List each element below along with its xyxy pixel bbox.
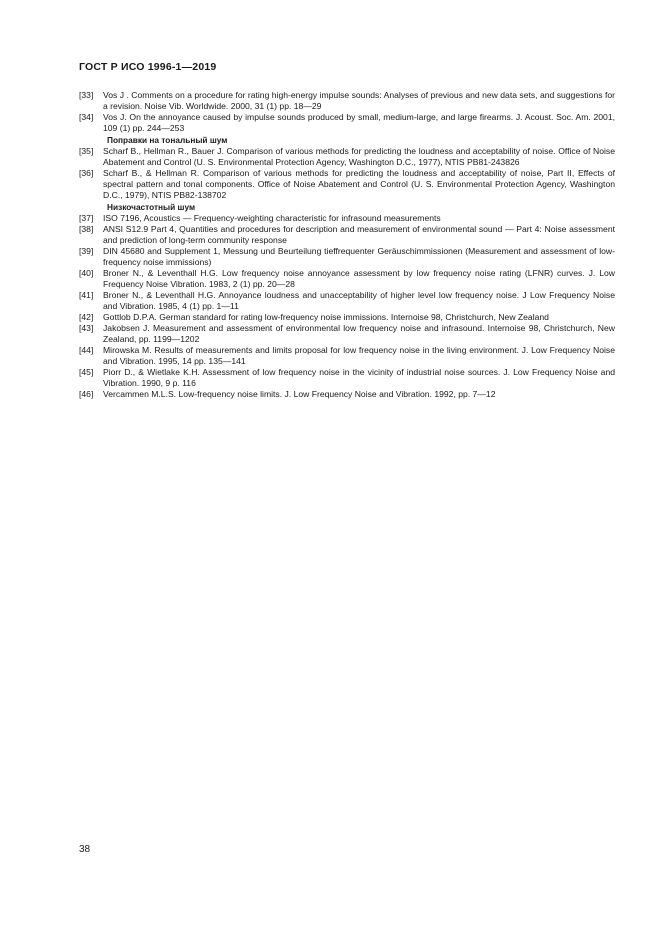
reference-number: [33] bbox=[79, 90, 94, 100]
reference-entry bbox=[79, 268, 615, 290]
reference-entry bbox=[79, 312, 615, 323]
reference-text: Broner N., & Leventhall H.G. Annoyance loudness and unacceptability of higher level low frequency noise. J Low Frequency Noise and Vibration. 1985, 4 (1) pp. 1—11 bbox=[103, 290, 615, 311]
reference-text: Vos J. On the annoyance caused by impulse sounds produced by small, medium-large, and large firearms. J. Acoust. Soc. Am. 2001, 109 (1) pp. 244—253 bbox=[103, 112, 615, 133]
reference-text: Mirowska M. Results of measurements and limits proposal for low frequency noise in the living environment. J. Low Frequency Noise and Vibration. 1995, 14 pp. 135—141 bbox=[103, 345, 615, 366]
reference-group bbox=[79, 202, 615, 400]
document-header: ГОСТ Р ИСО 1996-1—2019 bbox=[79, 61, 217, 73]
page-number: 38 bbox=[79, 844, 91, 855]
reference-entry bbox=[79, 213, 615, 224]
reference-text: Gottlob D.P.A. German standard for rating low-frequency noise immissions. Internoise 98, Christchurch, New Zealand bbox=[103, 312, 549, 322]
reference-entry bbox=[79, 367, 615, 389]
reference-number: [40] bbox=[79, 268, 94, 278]
reference-text: ISO 7196, Acoustics — Frequency-weighting characteristic for infrasound measurements bbox=[103, 213, 441, 223]
reference-number: [39] bbox=[79, 246, 94, 256]
reference-number: [37] bbox=[79, 213, 94, 223]
reference-number: [38] bbox=[79, 224, 94, 234]
reference-entry bbox=[79, 345, 615, 367]
reference-entry bbox=[79, 389, 615, 400]
reference-text: DIN 45680 and Supplement 1, Messung und Beurteilung tieffrequenter Geräuschimmissionen (Measurement and assessment of low-frequency noise immissions) bbox=[103, 246, 615, 267]
reference-number: [36] bbox=[79, 168, 94, 178]
reference-text: Vercammen M.L.S. Low-frequency noise limits. J. Low Frequency Noise and Vibration. 1992, pp. 7—12 bbox=[103, 389, 496, 399]
reference-entry bbox=[79, 246, 615, 268]
reference-text: Scharf B., & Hellman R. Comparison of various methods for predicting the loudness and acceptability of noise, Part II, Effects of spectral pattern and tonal components. Office of Noise Abatement and Control (U. S. Environmental Protection Agency, Washington D.C., 1979), NTIS PB82-138702 bbox=[103, 168, 615, 200]
reference-group bbox=[79, 90, 615, 134]
reference-text: Scharf B., Hellman R., Bauer J. Comparison of various methods for predicting the loudness and acceptability of noise. Office of Noise Abatement and Control (U. S. Environmental Protection Agency, Washington D.C., 1977), NTIS PB81-243826 bbox=[103, 146, 615, 167]
reference-text: Broner N., & Leventhall H.G. Low frequency noise annoyance assessment by low frequency noise rating (LFNR) curves. J. Low Frequency Noise Vibration. 1983, 2 (1) pp. 20—28 bbox=[103, 268, 615, 289]
section-heading: Низкочастотный шум bbox=[107, 202, 196, 212]
reference-group bbox=[79, 135, 615, 201]
reference-entry bbox=[79, 112, 615, 134]
reference-number: [41] bbox=[79, 290, 94, 300]
reference-entry bbox=[79, 90, 615, 112]
section-heading: Поправки на тональный шум bbox=[107, 135, 228, 145]
reference-text: ANSI S12.9 Part 4, Quantities and procedures for description and measurement of environmental sound — Part 4: Noise assessment and prediction of long-term community response bbox=[103, 224, 615, 245]
reference-text: Vos J . Comments on a procedure for rating high-energy impulse sounds: Analyses of previous and new data sets, and suggestions for a revision. Noise Vib. Worldwide. 2000, 31 (1) pp. 18—29 bbox=[103, 90, 615, 111]
bibliography-list bbox=[79, 90, 615, 400]
reference-text: Piorr D., & Wietlake K.H. Assessment of low frequency noise in the vicinity of industrial noise sources. J. Low Frequency Noise and Vibration. 1990, 9 p. 116 bbox=[103, 367, 615, 388]
reference-text: Jakobsen J. Measurement and assessment of environmental low frequency noise and infrasound. Internoise 98, Christchurch, New Zealand, pp. 1199—1202 bbox=[103, 323, 615, 344]
reference-number: [44] bbox=[79, 345, 94, 355]
reference-entry bbox=[79, 290, 615, 312]
reference-number: [34] bbox=[79, 112, 94, 122]
reference-number: [35] bbox=[79, 146, 94, 156]
reference-number: [46] bbox=[79, 389, 94, 399]
reference-number: [43] bbox=[79, 323, 94, 333]
reference-entry bbox=[79, 146, 615, 168]
reference-entry bbox=[79, 323, 615, 345]
reference-number: [45] bbox=[79, 367, 94, 377]
reference-number: [42] bbox=[79, 312, 94, 322]
reference-entry bbox=[79, 224, 615, 246]
reference-entry bbox=[79, 168, 615, 201]
